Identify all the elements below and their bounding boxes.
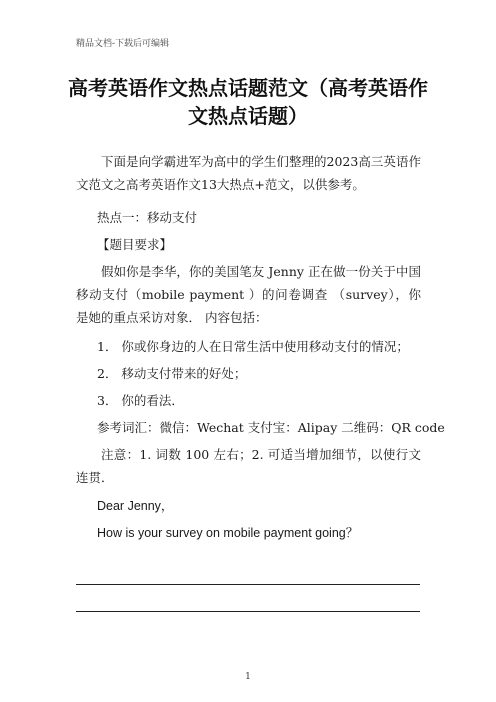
header-note: 精品文档-下载后可编辑 [76, 39, 170, 49]
list-item: 1． 你或你身边的人在日常生活中使用移动支付的情况； [97, 339, 409, 354]
page-title: 高考英语作文热点话题范文（高考英语作文热点话题） [68, 76, 428, 128]
writing-line [76, 611, 420, 612]
page-number: 1 [245, 672, 251, 682]
vocab-line: 参考词汇：微信：Wechat 支付宝：Alipay 二维码：QR code [97, 420, 445, 435]
requirement-paragraph: 假如你是李华，你的美国笔友 Jenny 正在做一份关于中国移动支付（mobile payment ）的问卷调查 （survey），你是她的重点采访对象． 内容包括： [76, 264, 421, 325]
hot-topic-heading: 热点一：移动支付 [97, 210, 198, 225]
requirement-heading: 【题目要求】 [97, 237, 173, 252]
letter-salutation: Dear Jenny， [97, 499, 174, 513]
list-item: 3． 你的看法． [97, 393, 184, 408]
writing-line [76, 584, 420, 585]
letter-first-line: How is your survey on mobile payment going？ [97, 526, 359, 540]
intro-paragraph: 下面是向学霸进军为高中的学生们整理的2023高三英语作文范文之高考英语作文13大热点+范文，以供参考。 [76, 154, 421, 192]
list-item: 2． 移动支付带来的好处； [97, 366, 247, 381]
note-paragraph: 注意：1. 词数 100 左右；2. 可适当增加细节，以使行文连贯． [76, 447, 421, 485]
